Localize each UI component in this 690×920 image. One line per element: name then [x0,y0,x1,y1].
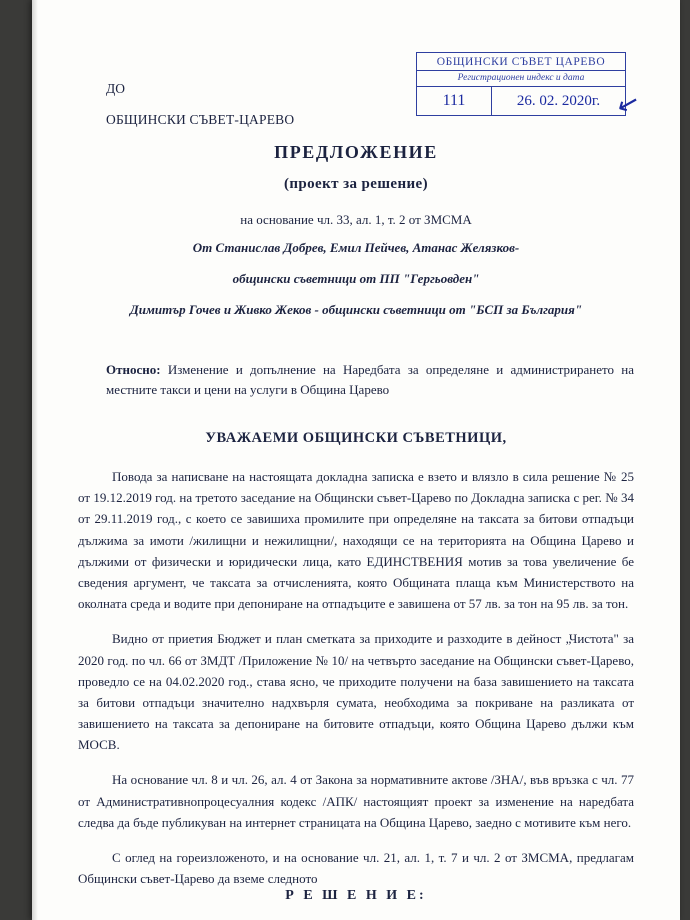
signature-mark: ↙ [613,86,643,121]
addressee-line-1: ДО [106,81,125,96]
paragraph-1: Повода за написване на настоящата докладна записка е взето и влязло в сила решение № 25 от 19.12.2019 год. на третото заседание на Общински съвет-Царево по Докладна записка с рег. № 34 от 29.11.2019 год., с което се завишиха промилите при определяне на таксата за битови отпадъци дължима за имоти /жилищни и нежилищни/, находящи се на територията на Община Царево и дължими от физически и юридически лица, като ЕДИНСТВЕНИЯ мотив за това увеличение бе сведения аргумент, че таксата за отчисленията, която Общината плаща към Министерството на околната среда и водите при депониране на отпадъците е завишена от 57 лв. за тон на 95 лв. за тон. [78,469,634,612]
salutation: УВАЖАЕМИ ОБЩИНСКИ СЪВЕТНИЦИ, [205,430,507,446]
stamp-council-name: ОБЩИНСКИ СЪВЕТ ЦАРЕВО [417,53,625,71]
paragraph-4: С оглед на горeизложеното, и на основание чл. 21, ал. 1, т. 7 и чл. 2 от ЗМСМА, предлагам Общински съвет-Царево да вземе следното [78,850,634,887]
authors-block [78,241,634,334]
addressee-line-2: ОБЩИНСКИ СЪВЕТ-ЦАРЕВО [106,112,295,128]
decision-heading: Р Е Ш Е Н И Е: [285,888,427,903]
registration-stamp [416,52,643,121]
paragraph-3: На основание чл. 8 и чл. 26, ал. 4 от Закона за нормативните актове /ЗНА/, във връзка с чл. 77 от Административнопроцесуалния кодекс /АПК/ настоящият проект за изменение на наредбата следва да бъде публикуван на интернет страницата на Община Царево, заедно с мотивите към него. [78,772,634,830]
stamp-index-label: Регистрационен индекс и дата [417,71,625,87]
stamp-values-row [417,86,643,121]
subject-block [106,360,634,400]
author-line-1: От Станислав Добрев, Емил Пейчев, Атанас Желязков- [192,240,520,255]
document-content [78,0,643,920]
stamp-index-value: 111 [417,87,492,115]
legal-basis-line: на основание чл. 33, ал. 1, т. 2 от ЗМСМА [240,212,472,227]
subject-label: Относно: [106,362,161,377]
author-line-2: общински съветници от ПП "Гергьовден" [232,271,480,286]
subject-text: Изменение и допълнение на Наредбата за определяне и администрирането на местните такси и цени на услуги в Община Царево [106,362,634,398]
stamp-date-text: 26. 02. 2020г. [516,92,601,109]
stamp-date-value [492,86,643,121]
document-title: ПРЕДЛОЖЕНИЕ [274,142,438,162]
paragraph-2: Видно от приетия Бюджет и план сметката за приходите и разходите в дейност „Чистота" за 2020 год. по чл. 66 от ЗМДТ /Приложение № 10/ на четвърто заседание на Общински съвет-Царево, проведло се на 04.02.2020 год., става ясно, че приходите получени на база завишението на таксата за битови отпадъци значително надхвърля сумата, необходима за покриване на разликата от завишението на таксата за депониране на битовите отпадъци, която Община Царево дължи към МОСВ. [78,631,634,753]
document-subtitle: (проект за решение) [283,176,429,192]
document-page [32,0,680,920]
body-paragraphs [78,466,634,903]
addressee-block [106,82,294,127]
author-line-3: Димитър Гочев и Живко Жеков - общински съветници от "БСП за България" [129,302,583,317]
